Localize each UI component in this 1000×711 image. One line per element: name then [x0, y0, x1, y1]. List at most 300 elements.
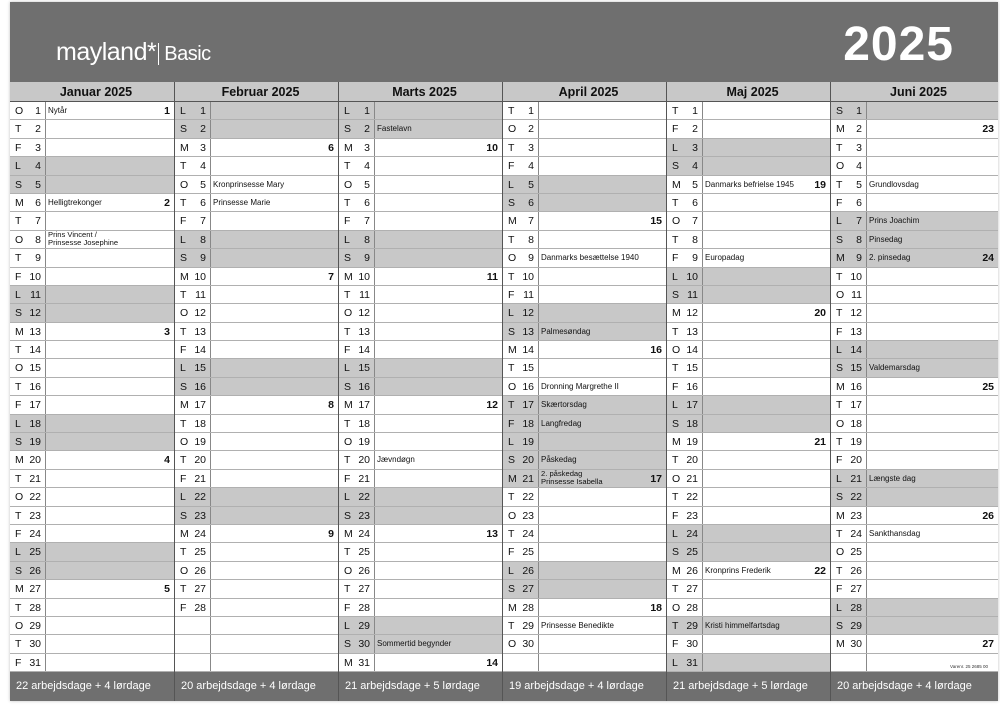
day-number: 9	[200, 252, 206, 265]
event-text: Valdemarsdag	[869, 363, 920, 373]
month-footer: 20 arbejdsdage + 4 lørdage	[831, 672, 998, 701]
day-label-cell	[339, 157, 375, 174]
day-label-cell	[339, 543, 375, 560]
weekend-shade	[211, 507, 338, 524]
day-row	[175, 194, 338, 212]
weekend-shade	[46, 433, 174, 450]
week-number: 7	[328, 270, 334, 283]
weekday-letter: L	[15, 288, 21, 301]
day-number: 26	[29, 564, 41, 577]
event-text: Grundlovsdag	[869, 179, 919, 189]
weekday-letter: S	[672, 417, 680, 430]
day-label-cell	[10, 231, 46, 248]
event-text: Pinsedag	[869, 234, 903, 244]
day-label-cell	[667, 286, 703, 303]
weekday-letter: T	[344, 546, 351, 559]
day-number: 1	[692, 105, 698, 117]
day-label-cell	[831, 176, 867, 193]
day-number: 2	[528, 123, 534, 136]
day-number: 23	[522, 509, 534, 522]
day-event	[541, 253, 639, 262]
day-label-cell	[831, 580, 867, 597]
weekday-letter: F	[180, 601, 187, 614]
day-list	[175, 102, 338, 672]
weekday-letter: L	[180, 362, 186, 375]
day-row	[667, 599, 830, 617]
day-number: 21	[358, 472, 370, 485]
day-row	[10, 635, 174, 653]
day-number: 15	[29, 362, 41, 375]
day-number: 16	[850, 380, 862, 393]
weekday-letter: F	[15, 270, 22, 283]
day-label-cell	[175, 231, 211, 248]
day-row	[831, 562, 998, 580]
week-number: 18	[650, 601, 662, 614]
weekday-letter: T	[344, 417, 351, 430]
week-number: 10	[486, 141, 498, 154]
day-row	[10, 617, 174, 635]
day-number: 16	[358, 380, 370, 393]
weekday-letter: T	[836, 270, 843, 283]
weekday-letter: F	[836, 583, 843, 596]
event-text: Nytår	[48, 106, 68, 115]
weekday-letter: M	[344, 399, 353, 412]
day-number: 30	[522, 638, 534, 651]
day-label-cell	[503, 286, 539, 303]
weekday-letter: M	[15, 325, 24, 338]
day-row	[503, 488, 666, 506]
weekday-letter: O	[15, 362, 24, 375]
day-number: 1	[364, 105, 370, 117]
day-row	[503, 433, 666, 451]
day-row	[503, 599, 666, 617]
weekday-letter: F	[836, 454, 843, 467]
weekday-letter: T	[836, 307, 843, 320]
day-label-cell	[667, 341, 703, 358]
weekday-letter: T	[180, 583, 187, 596]
weekend-shade	[46, 176, 174, 193]
day-number: 2	[200, 123, 206, 136]
day-row	[831, 599, 998, 617]
day-number: 25	[29, 546, 41, 559]
day-row	[175, 451, 338, 469]
weekday-letter: T	[344, 325, 351, 338]
month-footer: 21 arbejdsdage + 5 lørdage	[667, 672, 830, 701]
day-number: 9	[364, 252, 370, 265]
day-number: 25	[194, 546, 206, 559]
day-number: 8	[528, 233, 534, 246]
month-title: April 2025	[503, 82, 666, 102]
weekday-letter: T	[15, 638, 22, 651]
day-number: 10	[29, 270, 41, 283]
day-label-cell	[339, 359, 375, 376]
day-row	[503, 268, 666, 286]
weekday-letter: M	[508, 601, 517, 614]
day-label-cell	[10, 157, 46, 174]
day-label-cell	[339, 378, 375, 395]
day-row	[10, 359, 174, 377]
day-row	[10, 599, 174, 617]
calendar-sheet	[10, 2, 998, 701]
day-row	[667, 654, 830, 672]
day-label-cell	[10, 580, 46, 597]
weekday-letter: O	[836, 288, 845, 301]
day-label-cell	[503, 231, 539, 248]
day-label-cell	[831, 617, 867, 634]
day-number: 14	[522, 344, 534, 357]
day-row	[667, 157, 830, 175]
weekday-letter: F	[15, 527, 22, 540]
day-row	[831, 580, 998, 598]
day-number: 10	[358, 270, 370, 283]
weekday-letter: S	[672, 288, 680, 301]
day-row	[667, 562, 830, 580]
day-row	[339, 341, 502, 359]
week-number: 11	[486, 270, 498, 283]
day-number: 13	[850, 325, 862, 338]
day-number: 3	[200, 141, 206, 154]
day-label-cell	[503, 635, 539, 652]
weekday-letter: T	[344, 288, 351, 301]
day-number: 17	[194, 399, 206, 412]
weekday-letter: T	[180, 454, 187, 467]
day-label-cell	[503, 378, 539, 395]
day-number: 14	[29, 344, 41, 357]
weekend-shade	[375, 102, 502, 119]
day-label-cell	[667, 488, 703, 505]
day-row	[175, 304, 338, 322]
weekend-shade	[211, 120, 338, 137]
day-number: 4	[528, 160, 534, 173]
day-row	[10, 304, 174, 322]
weekday-letter: F	[508, 160, 515, 173]
day-label-cell	[175, 139, 211, 156]
day-number: 18	[686, 417, 698, 430]
day-row	[831, 654, 998, 672]
weekday-letter: M	[15, 196, 24, 209]
day-label-cell	[831, 341, 867, 358]
week-number: 8	[328, 399, 334, 412]
day-row	[10, 120, 174, 138]
weekend-shade	[375, 231, 502, 248]
day-label-cell	[10, 635, 46, 652]
day-label-cell	[10, 268, 46, 285]
day-row	[667, 120, 830, 138]
day-number: 13	[194, 325, 206, 338]
event-text: Europadag	[705, 253, 745, 263]
weekday-letter: T	[180, 325, 187, 338]
day-label-cell	[339, 268, 375, 285]
day-number: 7	[528, 215, 534, 228]
day-number: 6	[856, 196, 862, 209]
day-row	[175, 212, 338, 230]
day-row	[503, 580, 666, 598]
day-number: 13	[29, 325, 41, 338]
day-list	[667, 102, 830, 672]
day-event	[377, 124, 412, 133]
weekday-letter: F	[836, 325, 843, 338]
day-label-cell	[10, 654, 46, 671]
day-row	[831, 286, 998, 304]
day-number: 16	[194, 380, 206, 393]
day-row	[339, 157, 502, 175]
day-label-cell	[667, 212, 703, 229]
day-number: 6	[200, 196, 206, 209]
day-label-cell	[10, 617, 46, 634]
day-number: 24	[358, 527, 370, 540]
day-label-cell	[503, 176, 539, 193]
weekday-letter: T	[672, 325, 679, 338]
day-number: 26	[522, 564, 534, 577]
weekday-letter: T	[672, 583, 679, 596]
day-row	[667, 543, 830, 561]
day-row	[10, 451, 174, 469]
day-label-cell	[339, 102, 375, 119]
weekend-shade	[375, 507, 502, 524]
day-list	[503, 102, 666, 672]
day-number: 29	[686, 619, 698, 632]
day-row	[10, 139, 174, 157]
weekday-letter: S	[344, 252, 352, 265]
day-number: 9	[692, 252, 698, 265]
weekday-letter: L	[180, 233, 186, 246]
day-row	[339, 268, 502, 286]
day-row	[503, 525, 666, 543]
day-number: 5	[35, 178, 41, 191]
brand-logo	[56, 38, 211, 67]
day-label-cell	[667, 268, 703, 285]
day-number: 30	[29, 638, 41, 651]
day-event	[869, 216, 919, 225]
day-label-cell	[667, 507, 703, 524]
day-row	[339, 635, 502, 653]
day-row	[831, 488, 998, 506]
day-row	[503, 617, 666, 635]
weekend-shade	[46, 543, 174, 560]
day-event	[869, 180, 919, 189]
month-column	[830, 82, 998, 701]
day-row	[667, 378, 830, 396]
weekday-letter: O	[836, 160, 845, 173]
day-number: 23	[850, 509, 862, 522]
day-row	[503, 415, 666, 433]
day-row	[831, 543, 998, 561]
weekend-shade	[867, 341, 998, 358]
day-number: 28	[29, 601, 41, 614]
day-label-cell	[10, 120, 46, 137]
day-row	[831, 359, 998, 377]
day-event	[48, 106, 67, 115]
weekday-letter: F	[508, 417, 515, 430]
day-label-cell	[10, 359, 46, 376]
weekday-letter: M	[180, 270, 189, 283]
day-label-cell	[667, 194, 703, 211]
day-row	[667, 286, 830, 304]
weekday-letter: F	[344, 215, 351, 228]
day-row	[503, 286, 666, 304]
weekday-letter: L	[672, 270, 678, 283]
day-row	[667, 359, 830, 377]
day-label-cell	[10, 507, 46, 524]
weekday-letter: M	[672, 307, 681, 320]
day-label-cell	[831, 102, 867, 119]
weekday-letter: L	[672, 141, 678, 154]
day-row	[339, 359, 502, 377]
weekend-shade	[703, 543, 830, 560]
week-number: 12	[486, 399, 498, 412]
day-number: 10	[522, 270, 534, 283]
day-row	[503, 102, 666, 120]
event-text: 2. påskedag	[541, 468, 583, 478]
weekend-shade	[703, 654, 830, 671]
day-row	[831, 617, 998, 635]
day-number: 4	[35, 160, 41, 173]
event-text: Prinsesse Marie	[213, 197, 271, 207]
day-label-cell	[831, 433, 867, 450]
day-number: 3	[692, 141, 698, 154]
day-number: 1	[35, 105, 41, 117]
weekday-letter: T	[15, 123, 22, 136]
day-number: 17	[358, 399, 370, 412]
day-number: 10	[686, 270, 698, 283]
day-number: 22	[358, 491, 370, 504]
day-label-cell	[10, 176, 46, 193]
day-label-cell	[831, 120, 867, 137]
day-label-cell	[175, 176, 211, 193]
day-number: 6	[692, 196, 698, 209]
month-footer: 22 arbejdsdage + 4 lørdage	[10, 672, 174, 701]
week-number: 2	[164, 196, 170, 209]
weekday-letter: T	[344, 454, 351, 467]
day-label-cell	[339, 507, 375, 524]
day-row	[339, 580, 502, 598]
day-row	[175, 599, 338, 617]
day-label-cell	[339, 599, 375, 616]
day-number: 25	[522, 546, 534, 559]
weekday-letter: M	[836, 509, 845, 522]
weekday-letter: S	[344, 123, 352, 136]
day-row	[10, 341, 174, 359]
day-number: 29	[850, 619, 862, 632]
weekend-shade	[375, 488, 502, 505]
day-row	[831, 525, 998, 543]
day-number: 30	[850, 638, 862, 651]
weekday-letter: L	[836, 215, 842, 228]
day-row	[667, 525, 830, 543]
week-number: 14	[486, 656, 498, 669]
day-number: 20	[686, 454, 698, 467]
day-row	[175, 617, 338, 635]
day-label-cell	[831, 378, 867, 395]
weekday-letter: T	[180, 417, 187, 430]
day-row	[10, 176, 174, 194]
weekday-letter: O	[344, 178, 353, 191]
weekday-letter: L	[508, 178, 514, 191]
day-number: 2	[35, 123, 41, 136]
day-row	[831, 268, 998, 286]
day-label-cell	[503, 323, 539, 340]
event-text: 2. pinsedag	[869, 253, 911, 263]
weekend-shade	[539, 194, 666, 211]
day-row	[667, 268, 830, 286]
day-number: 7	[35, 215, 41, 228]
weekday-letter: O	[508, 380, 517, 393]
day-event	[541, 455, 577, 464]
event-text: Danmarks besættelse 1940	[541, 253, 639, 263]
day-label-cell	[175, 378, 211, 395]
weekday-letter: S	[672, 546, 680, 559]
day-row	[831, 120, 998, 138]
day-row	[503, 507, 666, 525]
event-text: Sommertid begynder	[377, 639, 452, 649]
weekend-shade	[211, 378, 338, 395]
day-number: 11	[851, 288, 862, 301]
weekday-letter: M	[15, 454, 24, 467]
week-number: 26	[982, 509, 994, 522]
day-label-cell	[339, 120, 375, 137]
week-number: 13	[486, 527, 498, 540]
day-number: 10	[850, 270, 862, 283]
weekday-letter: M	[836, 252, 845, 265]
day-label-cell	[503, 359, 539, 376]
month-column	[10, 82, 174, 701]
day-number: 5	[200, 178, 206, 191]
day-row	[175, 470, 338, 488]
day-row	[503, 176, 666, 194]
weekday-letter: O	[344, 436, 353, 449]
event-text: Danmarks befrielse 1945	[705, 179, 794, 189]
day-label-cell	[503, 543, 539, 560]
day-number: 20	[850, 454, 862, 467]
day-label-cell	[503, 396, 539, 413]
day-number: 7	[856, 215, 862, 228]
day-number: 8	[364, 233, 370, 246]
weekday-letter: F	[508, 288, 515, 301]
day-label-cell	[10, 212, 46, 229]
day-label-cell	[339, 212, 375, 229]
weekday-letter: L	[344, 362, 350, 375]
weekday-letter: M	[344, 141, 353, 154]
week-number: 9	[328, 527, 334, 540]
day-row	[831, 231, 998, 249]
day-label-cell	[10, 378, 46, 395]
day-number: 18	[358, 417, 370, 430]
day-label-cell	[503, 415, 539, 432]
product-number: Varenr. 25 2685 00	[950, 664, 988, 669]
weekend-shade	[703, 286, 830, 303]
weekend-shade	[375, 378, 502, 395]
header-banner	[10, 2, 998, 82]
day-row	[339, 323, 502, 341]
day-row	[339, 433, 502, 451]
weekend-shade	[539, 304, 666, 321]
weekday-letter: T	[836, 141, 843, 154]
weekday-letter: T	[180, 546, 187, 559]
day-number: 5	[528, 178, 534, 191]
week-number: 4	[164, 454, 170, 467]
day-number: 28	[358, 601, 370, 614]
weekday-letter: F	[15, 141, 22, 154]
weekday-letter: O	[15, 619, 24, 632]
day-label-cell	[503, 157, 539, 174]
event-text: Jævndøgn	[377, 455, 415, 465]
day-label-cell	[339, 451, 375, 468]
day-number: 11	[30, 288, 41, 301]
day-event	[705, 621, 780, 630]
day-label-cell	[667, 249, 703, 266]
event-text: Kristi himmelfartsdag	[705, 620, 780, 630]
week-number: 24	[982, 252, 994, 265]
